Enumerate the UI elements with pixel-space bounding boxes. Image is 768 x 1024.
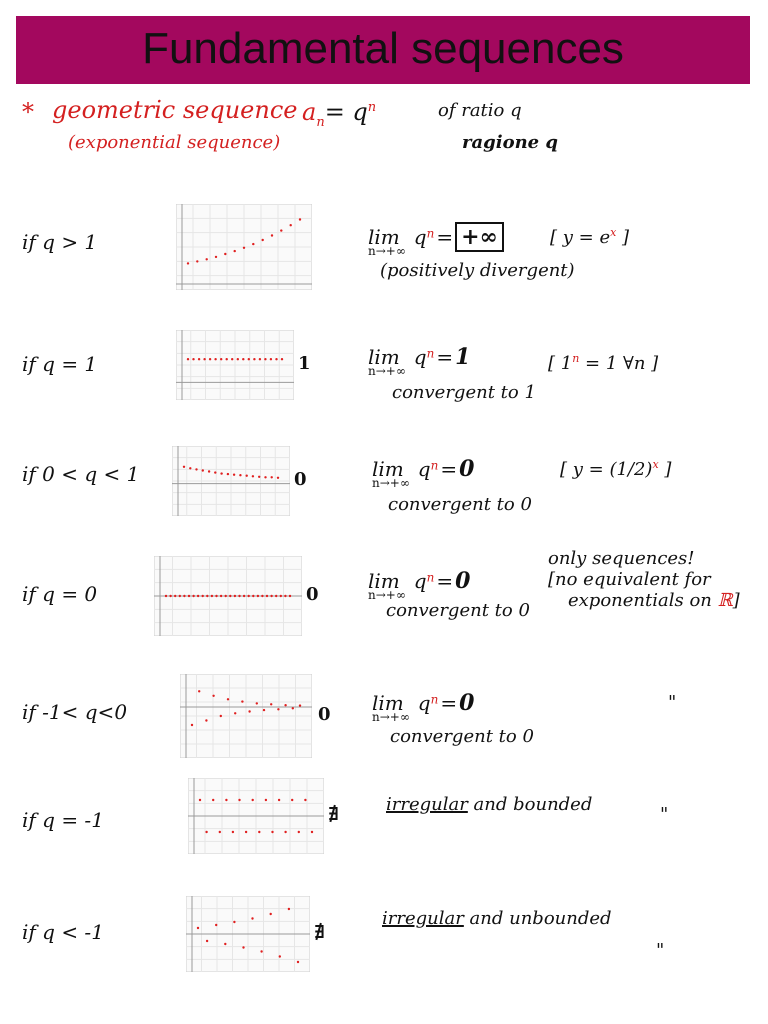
data-point [187, 358, 189, 360]
side-text: " [656, 940, 665, 961]
lim-word: lim [368, 345, 400, 369]
data-point [246, 475, 248, 477]
data-point [291, 799, 293, 801]
behaviour-note [390, 726, 534, 747]
data-point [237, 358, 239, 360]
data-point [189, 467, 191, 469]
data-point [241, 700, 243, 702]
side-text: " [668, 692, 677, 713]
data-point [242, 946, 244, 948]
exponent-n: n [430, 692, 439, 707]
case-label: if q = 1 [22, 352, 98, 376]
data-point [252, 799, 254, 801]
data-point [219, 831, 221, 833]
data-point [265, 799, 267, 801]
side-text: " [660, 804, 669, 825]
limit-subscript: n→+∞ [372, 710, 410, 724]
sequence-formula: $a_n= q^n$ [302, 98, 377, 130]
lim-word: lim [368, 569, 400, 593]
limit-subscript: n→+∞ [368, 244, 406, 258]
data-point [252, 243, 254, 245]
geometric-sequence-term: geometric sequence [52, 96, 298, 124]
data-point [259, 358, 261, 360]
plot-svg [176, 330, 294, 400]
data-point [238, 595, 240, 597]
exponential-sequence-term: (exponential sequence) [68, 132, 281, 153]
limit-result: +∞ [455, 222, 504, 252]
note-text: and bounded [467, 794, 593, 815]
data-point [266, 595, 268, 597]
data-point [243, 595, 245, 597]
data-point [191, 724, 193, 726]
plot-svg [154, 556, 302, 636]
note-text: convergent to 0 [388, 494, 532, 515]
side-comment [656, 940, 664, 961]
irregular-word: irregular [386, 794, 468, 815]
data-point [214, 471, 216, 473]
plot-svg [176, 204, 312, 290]
data-point [284, 831, 286, 833]
data-point [234, 595, 236, 597]
limit-expression [368, 224, 504, 258]
limit-subscript: n→+∞ [368, 364, 406, 378]
data-point [275, 595, 277, 597]
data-point [281, 358, 283, 360]
sequence-plot [172, 446, 290, 516]
data-point [174, 595, 176, 597]
data-point [248, 595, 250, 597]
data-point [271, 476, 273, 478]
data-point [279, 955, 281, 957]
lim-word: lim [368, 225, 400, 249]
behaviour-note [386, 794, 592, 815]
base-q: q [413, 345, 427, 369]
data-point [260, 950, 262, 952]
data-point [261, 595, 263, 597]
note-text: (positively divergent) [380, 260, 575, 281]
data-point [251, 917, 253, 919]
data-point [263, 709, 265, 711]
data-point [224, 253, 226, 255]
title-banner [16, 16, 750, 84]
data-point [248, 710, 250, 712]
data-point [252, 475, 254, 477]
data-point [232, 831, 234, 833]
ratio-note-en: of ratio q [438, 100, 522, 121]
limit-value-marker: ∄ [314, 922, 326, 943]
behaviour-note [392, 382, 536, 403]
case-label: if -1< q<0 [22, 700, 128, 724]
data-point [205, 831, 207, 833]
data-point [192, 358, 194, 360]
case-label: if q = 0 [22, 582, 98, 606]
equals-sign: = [436, 569, 454, 593]
equals-sign: = [440, 691, 458, 715]
side-comment [548, 352, 658, 374]
data-point [197, 927, 199, 929]
data-point [270, 703, 272, 705]
sequence-plot [176, 330, 294, 400]
side-exponent: x [652, 458, 659, 471]
lim-word: lim [372, 457, 404, 481]
limit-result: 0 [459, 456, 475, 482]
side-comment [550, 226, 629, 248]
note-text: and unbounded [463, 908, 612, 929]
data-point [227, 698, 229, 700]
side-close: = 1 ∀n ] [579, 353, 659, 374]
data-point [280, 595, 282, 597]
equals-sign: = [436, 225, 454, 249]
data-point [299, 218, 301, 220]
irregular-word: irregular [382, 908, 464, 929]
data-point [256, 702, 258, 704]
data-point [208, 470, 210, 472]
base-q: q [417, 457, 431, 481]
lim-word: lim [372, 691, 404, 715]
note-text: convergent to 0 [390, 726, 534, 747]
data-point [311, 831, 313, 833]
behaviour-note [388, 494, 532, 515]
limit-value-marker: 0 [294, 469, 307, 490]
data-point [220, 595, 222, 597]
data-point [248, 358, 250, 360]
limit-result: 0 [459, 690, 475, 716]
plot-svg [186, 896, 310, 972]
equals-sign: = [436, 345, 454, 369]
real-numbers-symbol: ℝ [717, 590, 733, 611]
plot-svg [188, 778, 324, 854]
data-point [212, 695, 214, 697]
limit-subscript: n→+∞ [368, 588, 406, 602]
side-line-2: [no equivalent for [548, 569, 711, 590]
data-point [264, 476, 266, 478]
bullet: * [22, 98, 34, 126]
data-point [231, 358, 233, 360]
data-point [206, 940, 208, 942]
side-comment [560, 458, 671, 480]
data-point [197, 595, 199, 597]
exponent-n: n [426, 570, 435, 585]
data-point [242, 358, 244, 360]
data-point [233, 474, 235, 476]
data-point [298, 831, 300, 833]
data-point [220, 358, 222, 360]
side-text: [ 1 [548, 353, 573, 374]
limit-expression [372, 456, 474, 490]
data-point [277, 708, 279, 710]
data-point [179, 595, 181, 597]
data-point [188, 595, 190, 597]
data-point [224, 943, 226, 945]
side-exponent: n [572, 352, 580, 365]
page-title: Fundamental sequences [142, 24, 624, 73]
data-point [234, 250, 236, 252]
limit-subscript: n→+∞ [372, 476, 410, 490]
base-q: q [413, 225, 427, 249]
data-point [288, 908, 290, 910]
data-point [192, 595, 194, 597]
behaviour-note [386, 600, 530, 621]
data-point [233, 921, 235, 923]
limit-value-marker: ∄ [328, 804, 340, 825]
note-text: convergent to 0 [386, 600, 530, 621]
data-point [212, 799, 214, 801]
side-text: [ y = e [550, 227, 611, 248]
data-point [165, 595, 167, 597]
side-close: ] [616, 227, 630, 248]
limit-expression [372, 690, 474, 724]
data-point [264, 358, 266, 360]
data-point [245, 831, 247, 833]
data-point [270, 358, 272, 360]
data-point [229, 595, 231, 597]
sequence-plot [188, 778, 324, 854]
data-point [258, 476, 260, 478]
plot-svg [172, 446, 290, 516]
base-q: q [413, 569, 427, 593]
sequence-plot [176, 204, 312, 290]
side-text: [ y = (1/2) [560, 459, 653, 480]
data-point [252, 595, 254, 597]
plot-svg [180, 674, 312, 758]
side-close: ] [658, 459, 672, 480]
data-point [238, 799, 240, 801]
data-point [284, 595, 286, 597]
side-comment [668, 692, 676, 713]
data-point [278, 799, 280, 801]
data-point [206, 258, 208, 260]
data-point [280, 229, 282, 231]
limit-value-marker: 1 [298, 353, 311, 374]
case-label: if q < -1 [22, 920, 104, 944]
ratio-note-it: ragione q [462, 132, 558, 153]
behaviour-note [380, 260, 575, 281]
case-label: if q > 1 [22, 230, 98, 254]
data-point [290, 224, 292, 226]
data-point [215, 256, 217, 258]
data-point [271, 234, 273, 236]
data-point [234, 712, 236, 714]
data-point [226, 358, 228, 360]
sequence-plot [154, 556, 302, 636]
behaviour-note [382, 908, 612, 929]
data-point [297, 961, 299, 963]
limit-expression [368, 344, 470, 378]
data-point [227, 473, 229, 475]
exponent-n: n [426, 226, 435, 241]
data-point [239, 474, 241, 476]
exponent-n: n [426, 346, 435, 361]
data-point [214, 358, 216, 360]
limit-value-marker: 0 [318, 704, 331, 725]
limit-value-marker: 0 [306, 584, 319, 605]
data-point [270, 913, 272, 915]
data-point [220, 472, 222, 474]
data-point [275, 358, 277, 360]
data-point [284, 704, 286, 706]
note-text: convergent to 1 [392, 382, 536, 403]
data-point [270, 595, 272, 597]
data-point [262, 239, 264, 241]
data-point [253, 358, 255, 360]
sequence-plot [180, 674, 312, 758]
data-point [195, 468, 197, 470]
data-point [183, 466, 185, 468]
data-point [220, 715, 222, 717]
data-point [257, 595, 259, 597]
data-point [211, 595, 213, 597]
side-exponent: x [610, 226, 617, 239]
limit-result: 1 [455, 344, 471, 370]
data-point [206, 595, 208, 597]
exponent-n: n [430, 458, 439, 473]
data-point [198, 690, 200, 692]
data-point [215, 924, 217, 926]
side-comment [548, 548, 740, 611]
case-label: if 0 < q < 1 [22, 462, 140, 486]
data-point [183, 595, 185, 597]
case-label: if q = -1 [22, 808, 104, 832]
data-point [292, 707, 294, 709]
limit-result: 0 [455, 568, 471, 594]
data-point [209, 358, 211, 360]
side-text: only sequences! [548, 548, 695, 569]
data-point [198, 358, 200, 360]
data-point [196, 260, 198, 262]
data-point [225, 595, 227, 597]
data-point [277, 477, 279, 479]
data-point [187, 262, 189, 264]
side-line-3: exponentials on ℝ] [568, 590, 740, 611]
data-point [271, 831, 273, 833]
sequence-plot [186, 896, 310, 972]
data-point [169, 595, 171, 597]
data-point [299, 704, 301, 706]
side-comment [660, 804, 668, 825]
data-point [289, 595, 291, 597]
data-point [215, 595, 217, 597]
data-point [225, 799, 227, 801]
data-point [258, 831, 260, 833]
data-point [202, 469, 204, 471]
data-point [199, 799, 201, 801]
data-point [203, 358, 205, 360]
limit-expression [368, 568, 470, 602]
data-point [205, 719, 207, 721]
base-q: q [417, 691, 431, 715]
data-point [243, 247, 245, 249]
equals-sign: = [440, 457, 458, 481]
data-point [202, 595, 204, 597]
data-point [304, 799, 306, 801]
